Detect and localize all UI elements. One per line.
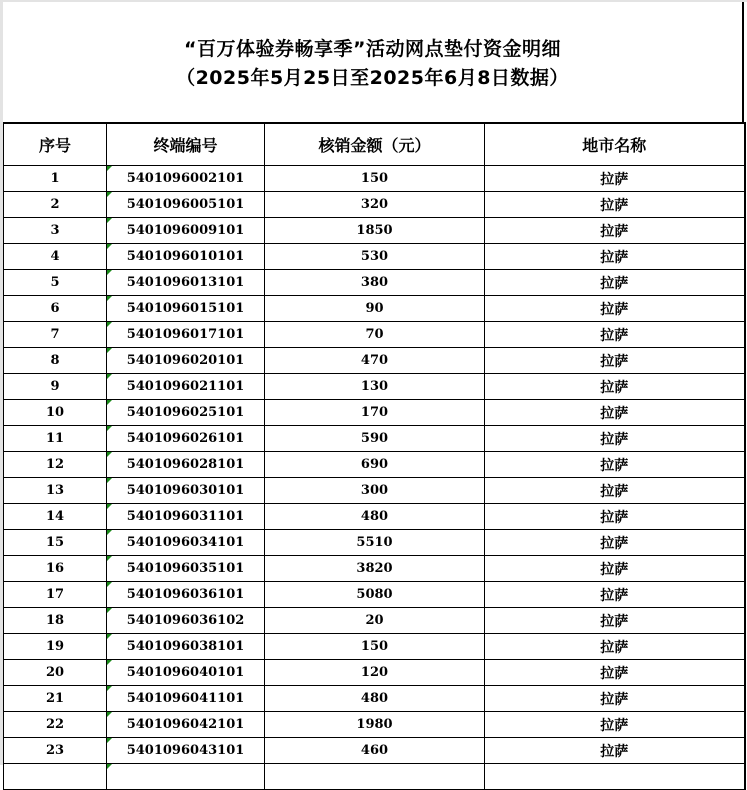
city-cell[interactable]: 拉萨: [485, 660, 745, 686]
city-cell[interactable]: 拉萨: [485, 426, 745, 452]
city-cell[interactable]: 拉萨: [485, 400, 745, 426]
terminal-id-cell[interactable]: [107, 296, 265, 322]
amount-cell[interactable]: 120: [265, 660, 485, 686]
table-row: [4, 270, 745, 296]
terminal-id-cell[interactable]: [107, 764, 265, 790]
index-cell[interactable]: 13: [4, 478, 107, 504]
terminal-id-text: 5401096034101: [126, 535, 245, 550]
table-row: [4, 348, 745, 374]
index-cell[interactable]: 22: [4, 712, 107, 738]
index-cell[interactable]: 7: [4, 322, 107, 348]
number-stored-as-text-indicator-icon: [107, 192, 112, 197]
amount-cell[interactable]: 150: [265, 166, 485, 192]
payment-detail-table: [3, 122, 746, 790]
city-cell[interactable]: 拉萨: [485, 504, 745, 530]
amount-cell[interactable]: 150: [265, 634, 485, 660]
city-cell[interactable]: 拉萨: [485, 218, 745, 244]
index-cell[interactable]: 17: [4, 582, 107, 608]
city-cell[interactable]: 拉萨: [485, 686, 745, 712]
amount-cell[interactable]: 170: [265, 400, 485, 426]
city-cell[interactable]: 拉萨: [485, 322, 745, 348]
city-cell[interactable]: 拉萨: [485, 166, 745, 192]
number-stored-as-text-indicator-icon: [107, 270, 112, 275]
table-row: [4, 764, 745, 790]
number-stored-as-text-indicator-icon: [107, 322, 112, 327]
index-cell[interactable]: [4, 764, 107, 790]
number-stored-as-text-indicator-icon: [107, 686, 112, 691]
terminal-id-cell[interactable]: [107, 660, 265, 686]
number-stored-as-text-indicator-icon: [107, 218, 112, 223]
terminal-id-text: 5401096028101: [126, 457, 245, 472]
terminal-id-text: 5401096038101: [126, 639, 245, 654]
table-row: [4, 608, 745, 634]
amount-cell[interactable]: 3820: [265, 556, 485, 582]
index-cell[interactable]: 18: [4, 608, 107, 634]
terminal-id-cell[interactable]: [107, 582, 265, 608]
terminal-id-text: 5401096025101: [126, 405, 245, 420]
index-cell[interactable]: 12: [4, 452, 107, 478]
city-cell[interactable]: 拉萨: [485, 712, 745, 738]
number-stored-as-text-indicator-icon: [107, 738, 112, 743]
document-title: “百万体验券畅享季”活动网点垫付资金明细: [184, 38, 561, 60]
terminal-id-cell[interactable]: [107, 686, 265, 712]
table-row: [4, 296, 745, 322]
terminal-id-text: 5401096035101: [126, 561, 245, 576]
table-row: [4, 634, 745, 660]
table-row: [4, 660, 745, 686]
terminal-id-text: 5401096013101: [126, 275, 245, 290]
table-row: [4, 374, 745, 400]
terminal-id-text: 5401096026101: [126, 431, 245, 446]
city-cell[interactable]: 拉萨: [485, 452, 745, 478]
table-row: [4, 712, 745, 738]
number-stored-as-text-indicator-icon: [107, 296, 112, 301]
amount-cell[interactable]: 690: [265, 452, 485, 478]
index-cell[interactable]: 6: [4, 296, 107, 322]
terminal-id-cell[interactable]: [107, 374, 265, 400]
index-cell[interactable]: 1: [4, 166, 107, 192]
city-cell[interactable]: 拉萨: [485, 608, 745, 634]
city-cell[interactable]: 拉萨: [485, 556, 745, 582]
terminal-id-cell[interactable]: [107, 504, 265, 530]
terminal-id-cell[interactable]: [107, 322, 265, 348]
table-row: [4, 192, 745, 218]
number-stored-as-text-indicator-icon: [107, 374, 112, 379]
table-row: [4, 426, 745, 452]
terminal-id-text: 5401096020101: [126, 353, 245, 368]
terminal-id-cell[interactable]: [107, 608, 265, 634]
amount-cell[interactable]: 320: [265, 192, 485, 218]
table-row: [4, 166, 745, 192]
index-cell[interactable]: 23: [4, 738, 107, 764]
index-cell[interactable]: 19: [4, 634, 107, 660]
column-header-index[interactable]: 序号: [4, 123, 107, 166]
table-row: [4, 504, 745, 530]
amount-cell[interactable]: 480: [265, 504, 485, 530]
table-row: [4, 582, 745, 608]
index-cell[interactable]: 2: [4, 192, 107, 218]
amount-cell[interactable]: 20: [265, 608, 485, 634]
terminal-id-cell[interactable]: [107, 556, 265, 582]
terminal-id-text: 5401096021101: [126, 379, 245, 394]
number-stored-as-text-indicator-icon: [107, 530, 112, 535]
terminal-id-cell[interactable]: [107, 166, 265, 192]
terminal-id-cell[interactable]: [107, 452, 265, 478]
column-header-terminal-id[interactable]: 终端编号: [107, 123, 265, 166]
table-row: [4, 686, 745, 712]
number-stored-as-text-indicator-icon: [107, 244, 112, 249]
terminal-id-text: 5401096002101: [126, 171, 245, 186]
document-date-range: （2025年5月25日至2025年6月8日数据）: [176, 67, 569, 89]
table-row: [4, 478, 745, 504]
table-row: [4, 556, 745, 582]
terminal-id-cell[interactable]: [107, 478, 265, 504]
number-stored-as-text-indicator-icon: [107, 426, 112, 431]
column-header-amount[interactable]: 核销金额（元）: [265, 123, 485, 166]
index-cell[interactable]: 10: [4, 400, 107, 426]
city-cell[interactable]: 拉萨: [485, 244, 745, 270]
number-stored-as-text-indicator-icon: [107, 582, 112, 587]
terminal-id-cell[interactable]: [107, 244, 265, 270]
terminal-id-text: 5401096031101: [126, 509, 245, 524]
terminal-id-text: 5401096015101: [126, 301, 245, 316]
number-stored-as-text-indicator-icon: [107, 166, 112, 171]
terminal-id-text: 5401096010101: [126, 249, 245, 264]
number-stored-as-text-indicator-icon: [107, 556, 112, 561]
amount-cell[interactable]: 130: [265, 374, 485, 400]
title-cell[interactable]: [3, 2, 744, 122]
amount-cell[interactable]: 5510: [265, 530, 485, 556]
city-cell[interactable]: 拉萨: [485, 192, 745, 218]
number-stored-as-text-indicator-icon: [107, 504, 112, 509]
index-cell[interactable]: 14: [4, 504, 107, 530]
city-cell[interactable]: 拉萨: [485, 478, 745, 504]
city-cell[interactable]: 拉萨: [485, 270, 745, 296]
amount-cell[interactable]: 70: [265, 322, 485, 348]
table-row: [4, 452, 745, 478]
index-cell[interactable]: 8: [4, 348, 107, 374]
amount-cell[interactable]: 590: [265, 426, 485, 452]
terminal-id-cell[interactable]: [107, 426, 265, 452]
amount-cell[interactable]: 300: [265, 478, 485, 504]
city-cell[interactable]: 拉萨: [485, 582, 745, 608]
number-stored-as-text-indicator-icon: [107, 608, 112, 613]
terminal-id-text: 5401096036101: [126, 587, 245, 602]
city-cell[interactable]: 拉萨: [485, 530, 745, 556]
terminal-id-text: 5401096036102: [126, 613, 245, 628]
index-cell[interactable]: 20: [4, 660, 107, 686]
index-cell[interactable]: 9: [4, 374, 107, 400]
terminal-id-cell[interactable]: [107, 270, 265, 296]
number-stored-as-text-indicator-icon: [107, 452, 112, 457]
terminal-id-text: 5401096040101: [126, 665, 245, 680]
city-cell[interactable]: 拉萨: [485, 634, 745, 660]
city-cell[interactable]: 拉萨: [485, 738, 745, 764]
table-row: [4, 400, 745, 426]
city-cell[interactable]: 拉萨: [485, 296, 745, 322]
amount-cell[interactable]: 460: [265, 738, 485, 764]
index-cell[interactable]: 15: [4, 530, 107, 556]
terminal-id-text: 5401096030101: [126, 483, 245, 498]
amount-cell[interactable]: [265, 764, 485, 790]
number-stored-as-text-indicator-icon: [107, 712, 112, 717]
terminal-id-cell[interactable]: [107, 738, 265, 764]
amount-cell[interactable]: 530: [265, 244, 485, 270]
number-stored-as-text-indicator-icon: [107, 348, 112, 353]
city-cell[interactable]: 拉萨: [485, 348, 745, 374]
amount-cell[interactable]: 5080: [265, 582, 485, 608]
terminal-id-text: 5401096009101: [126, 223, 245, 238]
number-stored-as-text-indicator-icon: [107, 634, 112, 639]
terminal-id-cell[interactable]: [107, 712, 265, 738]
table-row: [4, 218, 745, 244]
index-cell[interactable]: 5: [4, 270, 107, 296]
amount-cell[interactable]: 1850: [265, 218, 485, 244]
table-row: [4, 530, 745, 556]
terminal-id-cell[interactable]: [107, 192, 265, 218]
terminal-id-text: 5401096005101: [126, 197, 245, 212]
table-row: [4, 738, 745, 764]
number-stored-as-text-indicator-icon: [107, 660, 112, 665]
amount-cell[interactable]: 470: [265, 348, 485, 374]
terminal-id-text: 5401096043101: [126, 743, 245, 758]
terminal-id-text: 5401096042101: [126, 717, 245, 732]
table-row: [4, 322, 745, 348]
terminal-id-text: 5401096041101: [126, 691, 245, 706]
index-cell[interactable]: 3: [4, 218, 107, 244]
amount-cell[interactable]: 380: [265, 270, 485, 296]
header-row: [4, 123, 745, 166]
terminal-id-cell[interactable]: [107, 634, 265, 660]
city-cell[interactable]: [485, 764, 745, 790]
number-stored-as-text-indicator-icon: [107, 400, 112, 405]
terminal-id-cell[interactable]: [107, 218, 265, 244]
city-cell[interactable]: 拉萨: [485, 374, 745, 400]
terminal-id-cell[interactable]: [107, 348, 265, 374]
index-cell[interactable]: 16: [4, 556, 107, 582]
number-stored-as-text-indicator-icon: [107, 478, 112, 483]
amount-cell[interactable]: 1980: [265, 712, 485, 738]
terminal-id-cell[interactable]: [107, 400, 265, 426]
index-cell[interactable]: 4: [4, 244, 107, 270]
terminal-id-cell[interactable]: [107, 530, 265, 556]
amount-cell[interactable]: 480: [265, 686, 485, 712]
column-header-city[interactable]: 地市名称: [485, 123, 745, 166]
table-row: [4, 244, 745, 270]
amount-cell[interactable]: 90: [265, 296, 485, 322]
index-cell[interactable]: 11: [4, 426, 107, 452]
index-cell[interactable]: 21: [4, 686, 107, 712]
terminal-id-text: 5401096017101: [126, 327, 245, 342]
